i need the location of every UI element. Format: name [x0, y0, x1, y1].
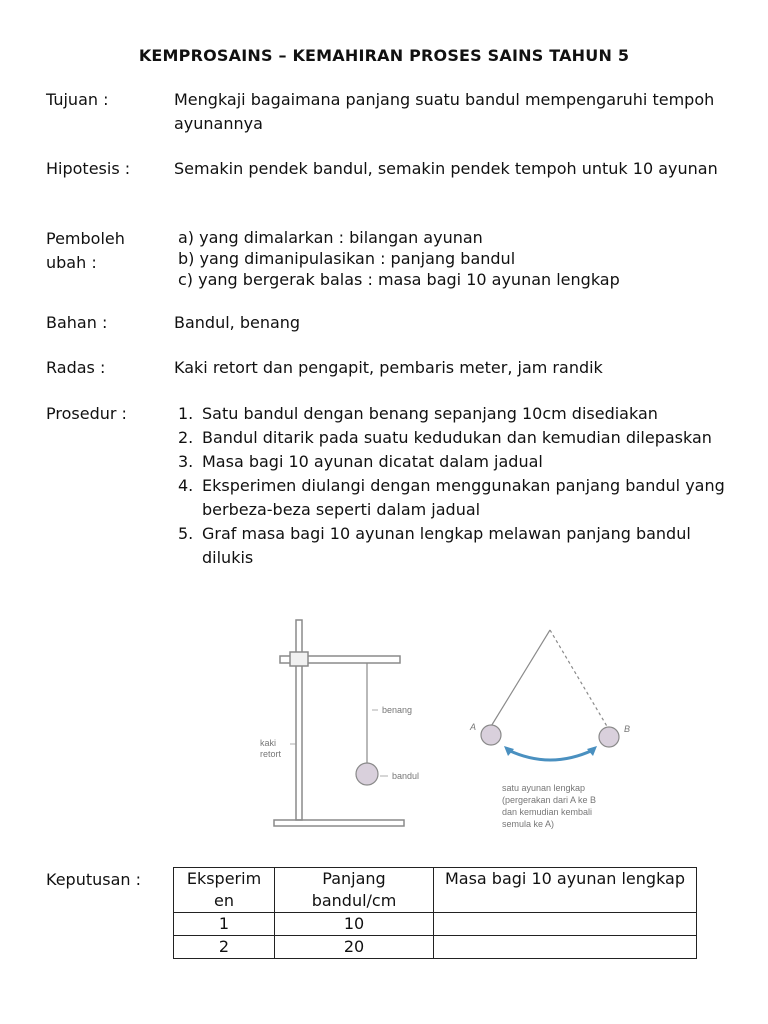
cell-masa[interactable]	[434, 913, 697, 936]
caption-line-4: semula ke A)	[502, 819, 555, 829]
list-item	[178, 450, 738, 474]
clamp-boss	[290, 652, 308, 666]
hipotesis-label: Hipotesis :	[46, 159, 131, 178]
header-masa: Masa bagi 10 ayunan lengkap	[434, 868, 697, 913]
point-b-label: B	[624, 724, 631, 734]
step-text: Satu bandul dengan benang sepanjang 10cm disediakan	[202, 404, 658, 423]
benang-label: benang	[382, 705, 413, 715]
pemboleh-ubah-list	[178, 227, 738, 290]
retort-stand	[274, 620, 404, 826]
step-number: 2.	[178, 428, 194, 447]
list-text: yang bergerak balas : masa bagi 10 ayunan lengkap	[198, 270, 620, 289]
tujuan-text: Mengkaji bagaimana panjang suatu bandul mempengaruhi tempoh ayunannya	[174, 90, 715, 133]
list-marker: b)	[178, 249, 195, 268]
step-number: 5.	[178, 524, 194, 543]
list-item	[178, 474, 738, 522]
bahan-label: Bahan :	[46, 313, 108, 332]
stand-rod	[296, 620, 302, 820]
list-text: yang dimanipulasikan : panjang bandul	[199, 249, 516, 268]
cell-masa[interactable]	[434, 936, 697, 959]
stand-base	[274, 820, 404, 826]
bob-position-b	[599, 727, 619, 747]
radas-text: Kaki retort dan pengapit, pembaris meter, jam randik	[174, 358, 603, 377]
bandul-label: bandul	[392, 771, 420, 781]
hipotesis-text: Semakin pendek bandul, semakin pendek tempoh untuk 10 ayunan	[174, 159, 718, 178]
swing-string-b	[550, 630, 608, 728]
step-text: Eksperimen diulangi dengan menggunakan panjang bandul yang berbeza-beza seperti dalam jadual	[202, 476, 725, 519]
step-text: Masa bagi 10 ayunan dicatat dalam jadual	[202, 452, 543, 471]
page-title: KEMPROSAINS – KEMAHIRAN PROSES SAINS TAHUN 5	[138, 46, 630, 65]
step-text: Graf masa bagi 10 ayunan lengkap melawan panjang bandul dilukis	[202, 524, 691, 567]
prosedur-list	[178, 402, 738, 570]
cell-eksperimen: 2	[174, 936, 275, 959]
list-item	[178, 248, 738, 269]
list-marker: c)	[178, 270, 194, 289]
step-number: 1.	[178, 404, 194, 423]
radas-label: Radas :	[46, 358, 106, 377]
cell-panjang: 20	[275, 936, 434, 959]
list-item	[178, 227, 738, 248]
bahan-text: Bandul, benang	[174, 313, 301, 332]
list-item	[178, 269, 738, 290]
table-row	[174, 936, 697, 959]
prosedur-label: Prosedur :	[46, 404, 127, 423]
cell-eksperimen: 1	[174, 913, 275, 936]
results-table	[173, 867, 697, 959]
tujuan-label: Tujuan :	[46, 90, 109, 109]
pemboleh-label-line-2: ubah :	[46, 253, 97, 272]
caption-line-3: dan kemudian kembali	[502, 807, 593, 817]
list-marker: a)	[178, 228, 195, 247]
table-row	[174, 913, 697, 936]
keputusan-label: Keputusan :	[46, 870, 142, 889]
swing-arrow	[508, 750, 593, 760]
pendulum-figure	[250, 610, 650, 840]
header-panjang: Panjang bandul/cm	[275, 868, 434, 913]
caption-line-2: (pergerakan dari A ke B	[502, 795, 597, 805]
step-number: 3.	[178, 452, 194, 471]
step-number: 4.	[178, 476, 194, 495]
swing-diagram	[481, 630, 619, 760]
kaki-label: kaki	[260, 738, 277, 748]
step-text: Bandul ditarik pada suatu kedudukan dan kemudian dilepaskan	[202, 428, 712, 447]
cell-panjang: 10	[275, 913, 434, 936]
caption-line-1: satu ayunan lengkap	[502, 783, 586, 793]
table-header-row	[174, 868, 697, 913]
pemboleh-ubah-label	[46, 227, 171, 275]
point-a-label: A	[470, 722, 477, 732]
pendulum-bob	[356, 763, 378, 785]
list-item	[178, 426, 738, 450]
list-item	[178, 522, 738, 570]
header-eksperimen: Eksperim en	[174, 868, 275, 913]
retort-label: retort	[260, 749, 282, 759]
bob-position-a	[481, 725, 501, 745]
pemboleh-label-line-1: Pemboleh	[46, 229, 125, 248]
list-text: yang dimalarkan : bilangan ayunan	[199, 228, 483, 247]
list-item	[178, 402, 738, 426]
swing-string-a	[490, 630, 550, 728]
